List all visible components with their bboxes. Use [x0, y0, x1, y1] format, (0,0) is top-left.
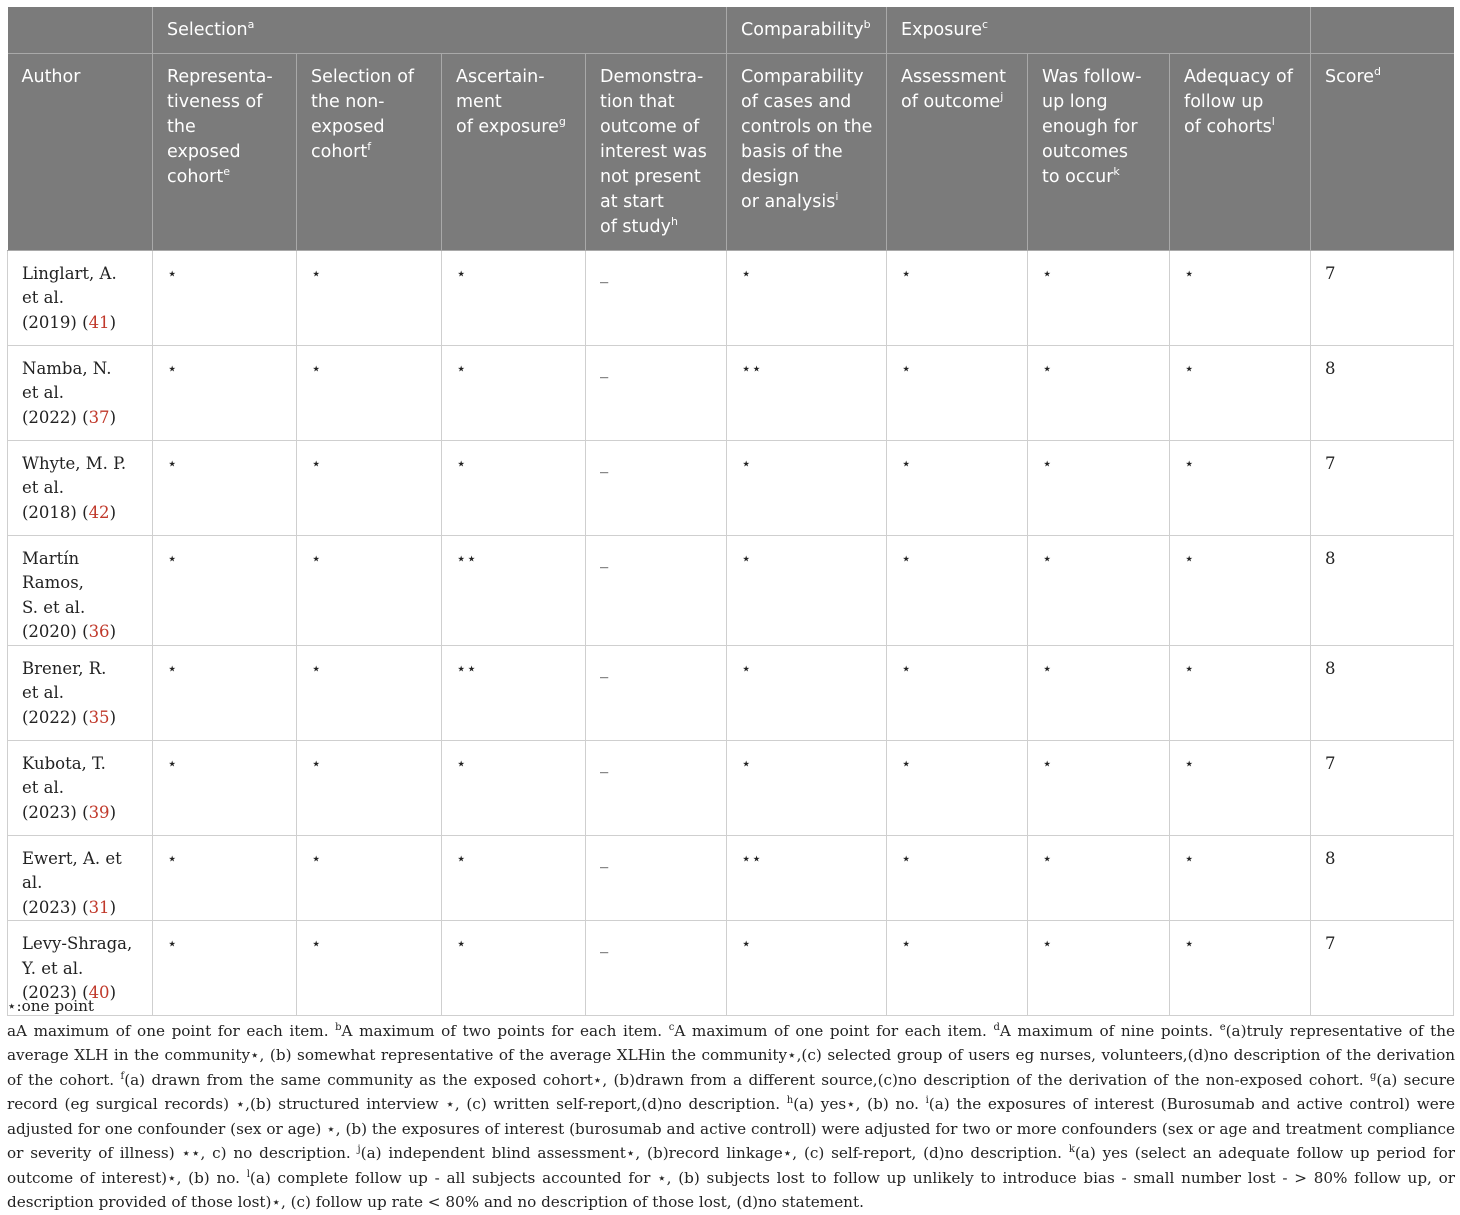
rating-cell: ⋆: [297, 250, 442, 345]
rating-cell: ⋆: [297, 440, 442, 535]
rating-cell: ⋆: [1028, 535, 1170, 645]
footnote-legend: ⋆:one point: [7, 997, 94, 1015]
rating-cell: ⋆: [1170, 921, 1311, 1016]
rating-cell: ⋆: [727, 645, 887, 740]
reference-link[interactable]: 35: [88, 707, 110, 727]
table-row: [8, 535, 1454, 645]
rating-cell: ⋆: [1170, 740, 1311, 835]
rating-cell: ⋆: [887, 921, 1028, 1016]
reference-link[interactable]: 40: [88, 983, 110, 1002]
rating-cell: ⋆: [1170, 250, 1311, 345]
score-cell: 7: [1311, 440, 1454, 535]
rating-cell: ⋆: [887, 835, 1028, 921]
score-cell: 8: [1311, 645, 1454, 740]
rating-cell: ⋆: [153, 740, 297, 835]
rating-cell: ⋆: [727, 535, 887, 645]
rating-cell: ⋆: [153, 250, 297, 345]
rating-cell: ⋆: [887, 250, 1028, 345]
rating-cell: ⋆⋆: [727, 345, 887, 440]
table-row: [8, 250, 1454, 345]
reference-link[interactable]: 39: [88, 802, 110, 822]
group-header-row: [8, 7, 1454, 53]
group-header-selection: Selection$^a$: [153, 7, 727, 53]
rating-cell: ⋆: [1028, 345, 1170, 440]
rating-cell: ⋆: [297, 535, 442, 645]
col-header-representativeness: Representa- tiveness of the exposed cohort$^e$: [153, 53, 297, 250]
rating-cell: _: [586, 740, 727, 835]
col-header-demonstration: Demonstra- tion that outcome of interest was not present at start of study$^h$: [586, 53, 727, 250]
group-header-empty: [8, 7, 153, 53]
rating-cell: ⋆: [1028, 835, 1170, 921]
rating-cell: ⋆: [887, 345, 1028, 440]
table-footnotes: [7, 994, 1455, 1215]
rating-cell: ⋆: [153, 345, 297, 440]
rating-cell: ⋆: [1170, 345, 1311, 440]
rating-cell: ⋆: [887, 535, 1028, 645]
table-row: [8, 740, 1454, 835]
rating-cell: ⋆: [887, 440, 1028, 535]
group-header-empty-score: [1311, 7, 1454, 53]
rating-cell: ⋆: [727, 740, 887, 835]
rating-cell: ⋆: [153, 835, 297, 921]
footnote-body: aA maximum of one point for each item. $^b$A maximum of two points for each item. $^c$A maximum of one point for each item. $^d$A maximum of nine points. $^e$(a)truly representative of the average XLH in the community⋆, (b) somewhat representative of the average XLHin the community⋆,(c) selected group of users eg nurses, volunteers,(d)no description of the derivation of the cohort. $^f$(a) drawn from the same community as the exposed cohort⋆, (b)drawn from a different source,(c)no description of the derivation of the non-exposed cohort. $^g$(a) secure record (eg surgical records) ⋆,(b) structured interview ⋆, (c) written self-report,(d)no description. $^h$(a) yes⋆, (b) no. $^i$(a) the exposures of interest (Burosumab and active control) were adjusted for one confounder (sex or age) ⋆, (b) the exposures of interest (burosumab and active controll) were adjusted for two or more confounders (sex or age and treatment compliance or severity of illness) ⋆⋆, c) no description. $^j$(a) independent blind assessment⋆, (b)record linkage⋆, (c) self-report, (d)no description. $^k$(a) yes (select an adequate follow up period for outcome of interest)⋆, (b) no. $^l$(a) complete follow up - all subjects accounted for ⋆, (b) subjects lost to follow up unlikely to introduce bias - small number lost - > 80% follow up, or description provided of those lost)⋆, (c) follow up rate < 80% and no description of those lost, (d)no statement.: [7, 1021, 1456, 1211]
rating-cell: ⋆: [887, 645, 1028, 740]
rating-cell: ⋆: [442, 440, 586, 535]
rating-cell: ⋆: [1028, 740, 1170, 835]
author-cell: Martín Ramos, S. et al. (2020) (36): [8, 535, 153, 645]
table-row: [8, 645, 1454, 740]
rating-cell: ⋆: [442, 835, 586, 921]
col-header-follow-up-long: Was follow- up long enough for outcomes to occur$^k$: [1028, 53, 1170, 250]
rating-cell: ⋆: [442, 921, 586, 1016]
author-cell: Levy-Shraga, Y. et al. (2023) (40): [8, 921, 153, 1016]
rating-cell: ⋆⋆: [442, 535, 586, 645]
col-header-comparability: Comparability of cases and controls on the basis of the design or analysis$^i$: [727, 53, 887, 250]
rating-cell: ⋆: [153, 645, 297, 740]
group-header-comparability: Comparability$^b$: [727, 7, 887, 53]
col-header-ascertainment: Ascertain- ment of exposure$^g$: [442, 53, 586, 250]
rating-cell: _: [586, 535, 727, 645]
author-cell: Linglart, A. et al. (2019) (41): [8, 250, 153, 345]
reference-link[interactable]: 41: [88, 312, 110, 332]
col-header-adequacy: Adequacy of follow up of cohorts$^l$: [1170, 53, 1311, 250]
table-row: [8, 835, 1454, 921]
author-cell: Namba, N. et al. (2022) (37): [8, 345, 153, 440]
rating-cell: ⋆: [1028, 250, 1170, 345]
score-cell: 7: [1311, 740, 1454, 835]
rating-cell: ⋆: [153, 535, 297, 645]
rating-cell: ⋆: [297, 921, 442, 1016]
score-cell: 8: [1311, 835, 1454, 921]
reference-link[interactable]: 37: [88, 407, 110, 427]
rating-cell: ⋆: [297, 835, 442, 921]
quality-assessment-table: [7, 7, 1454, 1016]
rating-cell: ⋆: [442, 740, 586, 835]
rating-cell: ⋆: [1170, 535, 1311, 645]
rating-cell: ⋆⋆: [727, 835, 887, 921]
author-cell: Ewert, A. et al. (2023) (31): [8, 835, 153, 921]
col-header-score: Score$^d$: [1311, 53, 1454, 250]
table-row: [8, 440, 1454, 535]
rating-cell: ⋆: [442, 345, 586, 440]
rating-cell: _: [586, 345, 727, 440]
rating-cell: ⋆: [1028, 645, 1170, 740]
rating-cell: ⋆: [727, 250, 887, 345]
reference-link[interactable]: 42: [88, 502, 110, 522]
rating-cell: ⋆: [442, 250, 586, 345]
score-cell: 8: [1311, 535, 1454, 645]
rating-cell: _: [586, 835, 727, 921]
author-cell: Brener, R. et al. (2022) (35): [8, 645, 153, 740]
rating-cell: ⋆: [297, 645, 442, 740]
rating-cell: _: [586, 645, 727, 740]
rating-cell: ⋆: [297, 740, 442, 835]
score-cell: 8: [1311, 345, 1454, 440]
reference-link[interactable]: 31: [88, 897, 110, 917]
author-cell: Whyte, M. P. et al. (2018) (42): [8, 440, 153, 535]
group-header-exposure: Exposure$^c$: [887, 7, 1311, 53]
rating-cell: ⋆: [297, 345, 442, 440]
rating-cell: _: [586, 921, 727, 1016]
column-header-row: [8, 53, 1454, 250]
rating-cell: ⋆: [153, 921, 297, 1016]
col-header-assessment: Assessment of outcome$^j$: [887, 53, 1028, 250]
rating-cell: ⋆: [887, 740, 1028, 835]
col-header-author: Author: [8, 53, 153, 250]
rating-cell: ⋆: [1028, 440, 1170, 535]
score-cell: 7: [1311, 921, 1454, 1016]
reference-link[interactable]: 36: [88, 622, 110, 641]
rating-cell: ⋆: [153, 440, 297, 535]
rating-cell: ⋆: [1170, 440, 1311, 535]
rating-cell: ⋆: [1028, 921, 1170, 1016]
rating-cell: _: [586, 250, 727, 345]
rating-cell: _: [586, 440, 727, 535]
rating-cell: ⋆: [1170, 835, 1311, 921]
rating-cell: ⋆: [727, 921, 887, 1016]
score-cell: 7: [1311, 250, 1454, 345]
rating-cell: ⋆⋆: [442, 645, 586, 740]
rating-cell: ⋆: [727, 440, 887, 535]
col-header-selection-non-exposed: Selection of the non- exposed cohort$^f$: [297, 53, 442, 250]
rating-cell: ⋆: [1170, 645, 1311, 740]
table-row: [8, 345, 1454, 440]
author-cell: Kubota, T. et al. (2023) (39): [8, 740, 153, 835]
